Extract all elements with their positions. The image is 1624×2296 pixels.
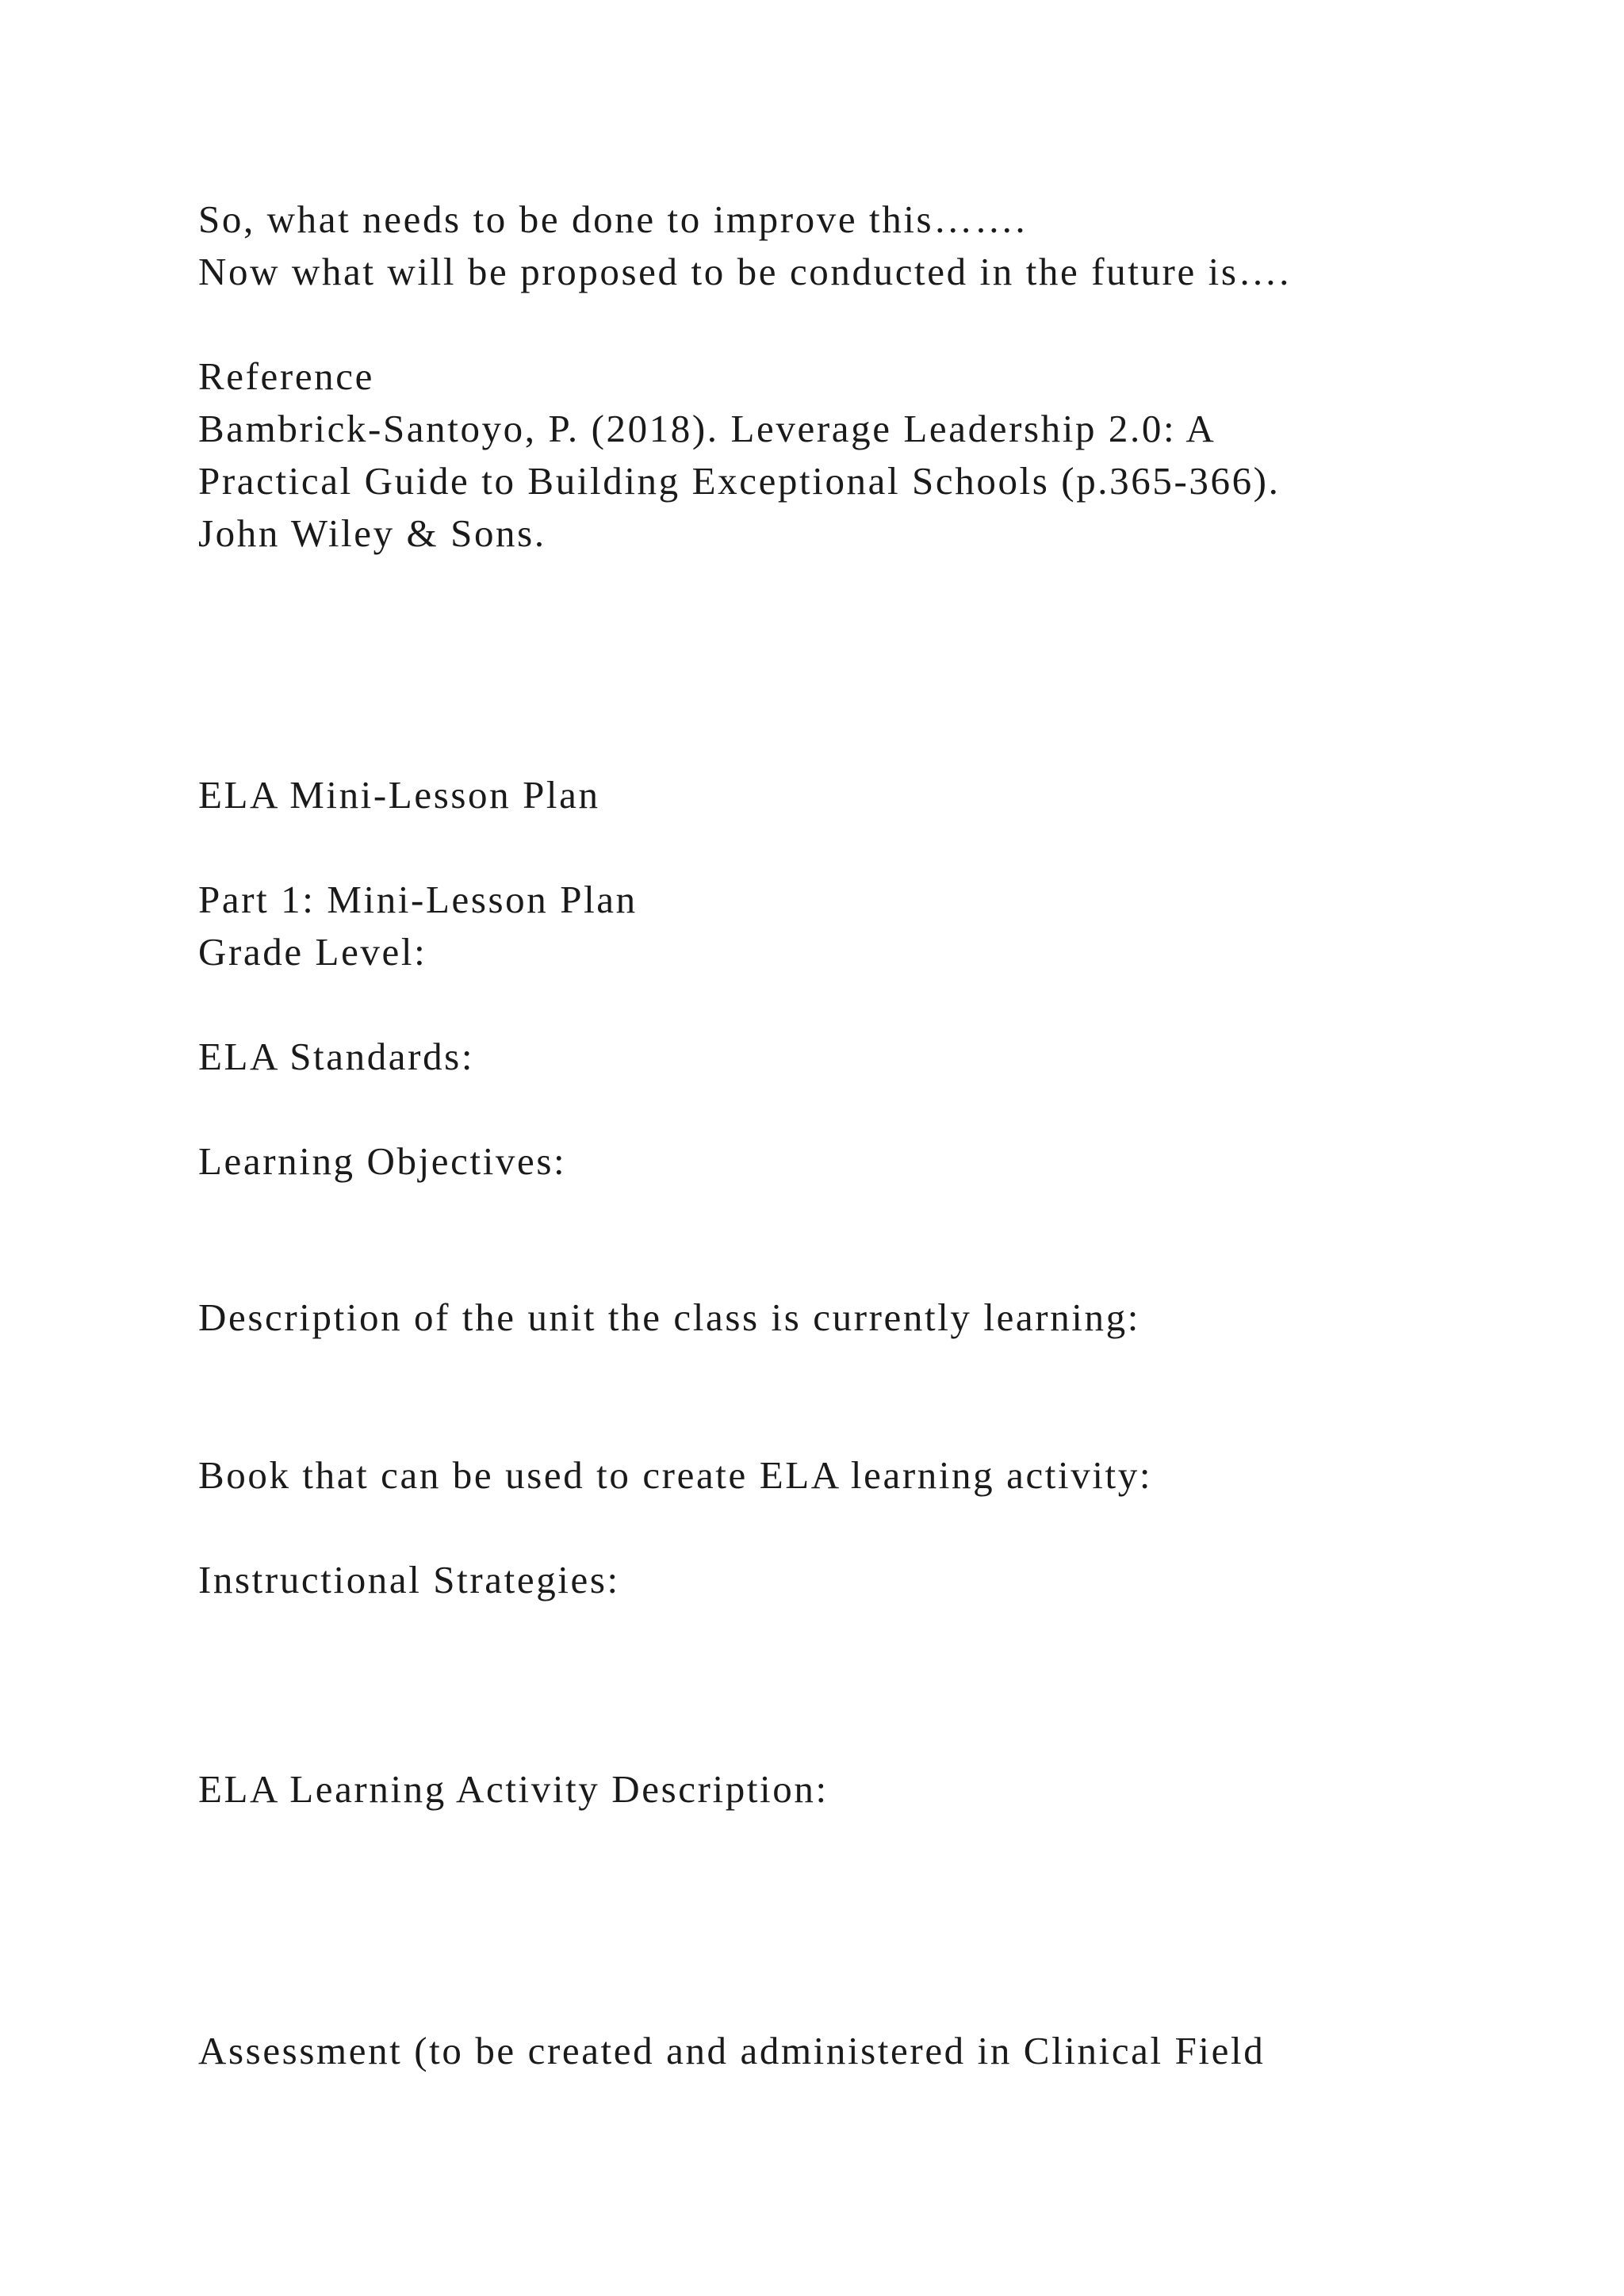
reference-line-2: Practical Guide to Building Exceptional Schools (p.365-366). [198, 459, 1281, 503]
intro-line-2: Now what will be proposed to be conducted in the future is…. [198, 250, 1292, 293]
reference-line-1: Bambrick-Santoyo, P. (2018). Leverage Leadership 2.0: A [198, 407, 1216, 450]
book-label: Book that can be used to create ELA learning activity: [198, 1453, 1153, 1497]
unit-description-label: Description of the unit the class is currently learning: [198, 1295, 1140, 1339]
part-1-heading: Part 1: Mini-Lesson Plan [198, 878, 638, 921]
reference-line-3: John Wiley & Sons. [198, 511, 546, 555]
instructional-strategies-label: Instructional Strategies: [198, 1558, 620, 1601]
ela-standards-label: ELA Standards: [198, 1035, 475, 1078]
lesson-plan-title: ELA Mini-Lesson Plan [198, 773, 600, 817]
grade-level-label: Grade Level: [198, 930, 427, 974]
activity-description-label: ELA Learning Activity Description: [198, 1767, 829, 1811]
learning-objectives-label: Learning Objectives: [198, 1139, 567, 1183]
intro-line-1: So, what needs to be done to improve this……. [198, 197, 1028, 241]
assessment-label: Assessment (to be created and administered in Clinical Field [198, 2029, 1266, 2072]
reference-heading: Reference [198, 354, 374, 398]
